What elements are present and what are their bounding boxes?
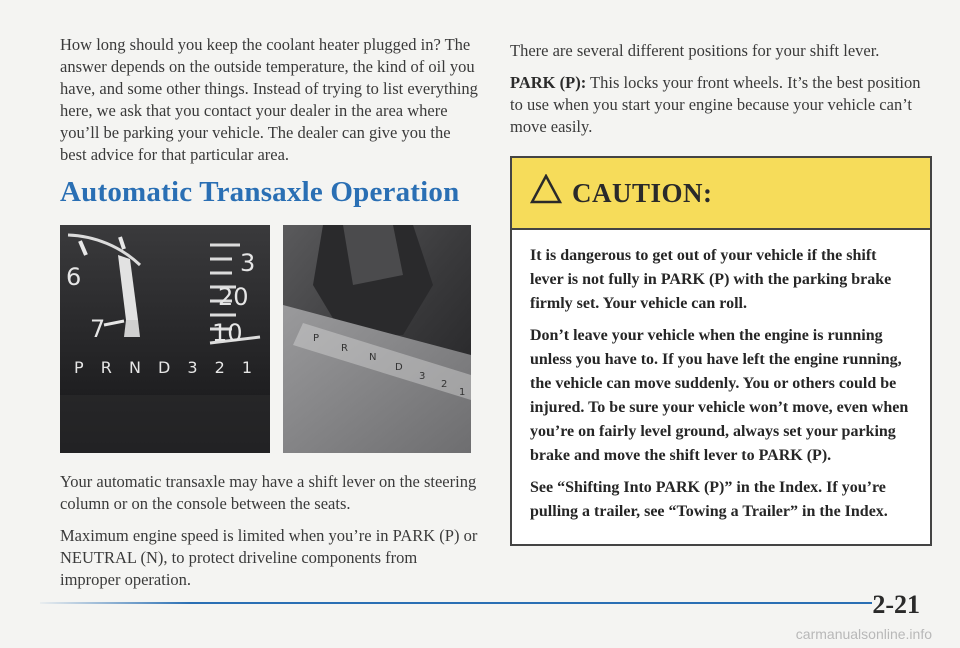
park-paragraph [510, 72, 935, 138]
gear-indicator: P R N D 3 2 1 [74, 358, 259, 377]
engine-speed-paragraph: Maximum engine speed is limited when you’re in PARK (P) or NEUTRAL (N), to protect driveline components from improper operation. [60, 526, 478, 589]
caution-title: CAUTION: [572, 178, 713, 208]
caution-box [510, 156, 932, 546]
footer-rule [40, 602, 872, 604]
shift-lever-location-paragraph: Your automatic transaxle may have a shift lever on the steering column or on the console between the seats. [60, 472, 477, 513]
svg-text:2: 2 [441, 379, 448, 390]
svg-text:N: N [369, 352, 377, 363]
gauge-number-20: 20 [218, 283, 249, 311]
caution-body [512, 230, 930, 544]
caution-paragraph-2: Don’t leave your vehicle when the engine is running unless you have to. If you have left the engine running, the vehicle can move suddenly. You or others could be injured. To be sure your vehicle won’t move, even when you’re on fairly level ground, always set your parking brake and move the shift lever to PARK (P). [530, 327, 909, 464]
section-heading: Automatic Transaxle Operation [60, 176, 460, 208]
svg-text:P: P [313, 333, 320, 344]
left-column [60, 34, 480, 601]
console-shift-lever-photo [283, 225, 471, 453]
gauge-number-10: 10 [212, 319, 243, 347]
caution-header [512, 158, 930, 230]
svg-text:D: D [395, 362, 403, 373]
gauge-number-6: 6 [66, 263, 82, 291]
warning-triangle-icon [530, 174, 562, 209]
caution-paragraph-3: See “Shifting Into PARK (P)” in the Index. If you’re pulling a trailer, see “Towing a Trailer” in the Index. [530, 479, 888, 520]
gauge-number-7: 7 [90, 315, 106, 343]
park-label: PARK (P): [510, 73, 587, 92]
coolant-heater-paragraph: How long should you keep the coolant heater plugged in? The answer depends on the outside temperature, the kind of oil you have, and some other things. Instead of trying to list everything here, we ask that you contact your dealer in the area where you’ll be parking your vehicle. The dealer can give you the best advice for that particular area. [60, 35, 478, 164]
park-text: This locks your front wheels. It’s the best position to use when you start your engine because your vehicle can’t move easily. [510, 73, 921, 136]
photo-row [60, 225, 480, 455]
svg-text:1: 1 [459, 387, 466, 398]
svg-text:R: R [341, 343, 348, 354]
watermark: carmanualsonline.info [795, 626, 932, 642]
gauge-number-3: 3 [240, 249, 256, 277]
caution-paragraph-1: It is dangerous to get out of your vehicle if the shift lever is not fully in PARK (P) with the parking brake firmly set. Your vehicle can roll. [530, 247, 892, 312]
shift-positions-intro: There are several different positions for your shift lever. [510, 41, 880, 60]
column-shift-indicator-photo [60, 225, 270, 453]
svg-text:3: 3 [419, 371, 426, 382]
right-column [510, 40, 935, 546]
page-number: 2-21 [872, 590, 920, 619]
